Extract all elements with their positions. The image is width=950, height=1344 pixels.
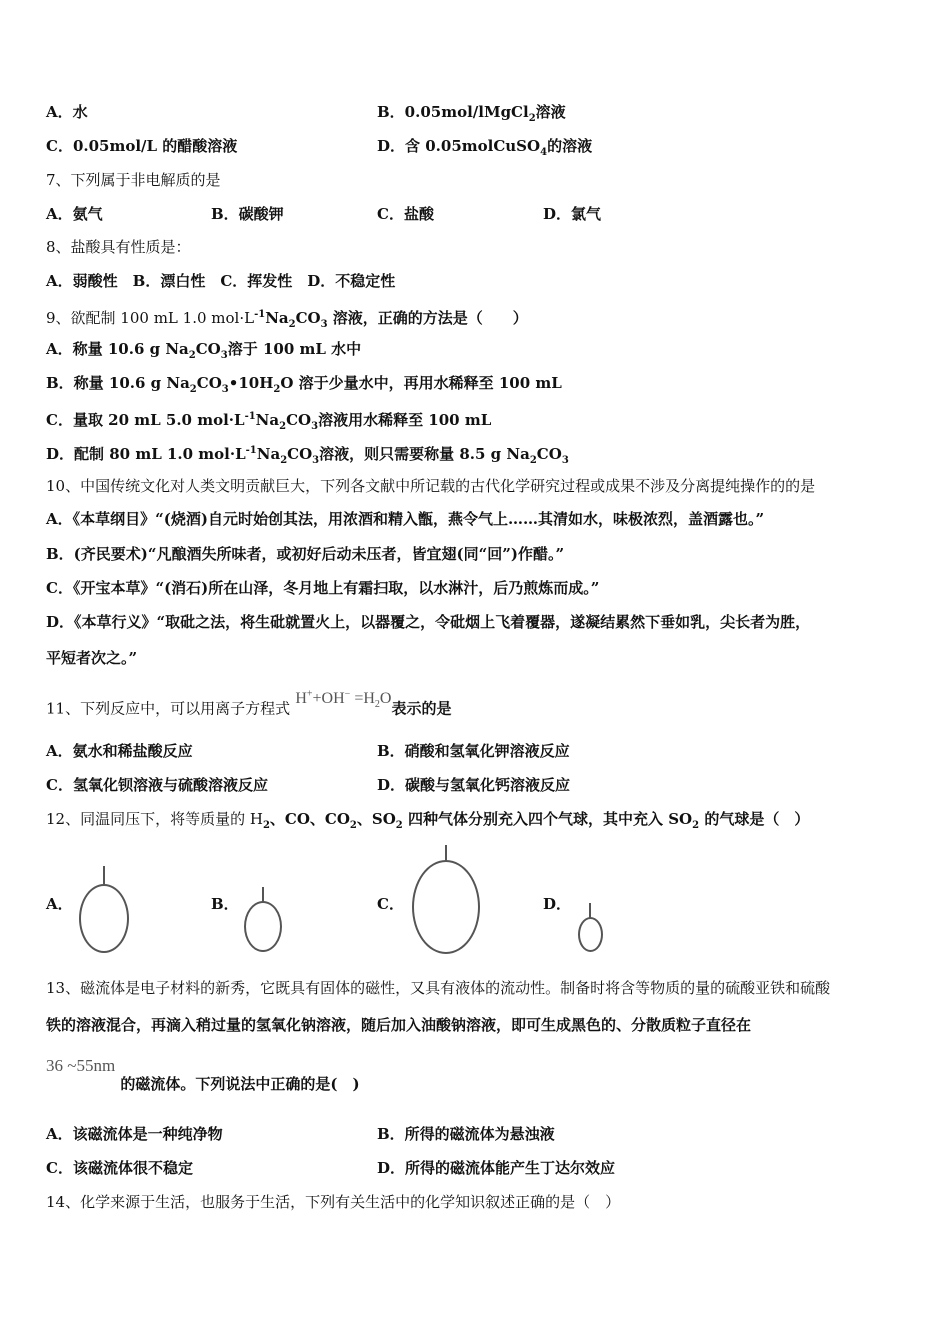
q9-option-a: A．称量 10.6 g $Na_2CO_3$溶于 100 mL 水中 xyxy=(46,340,362,361)
q10-option-c: C．《开宝本草》“(消石)所在山泽，冬月地上有霜扫取，以水淋汁，后乃煎炼而成。” xyxy=(46,579,600,597)
q7-option-a: A．氨气 xyxy=(46,205,103,223)
q7-stem: 7、下列属于非电解质的是 xyxy=(46,171,221,189)
q10-option-b: B．(齐民要术)“凡酿酒失所味者，或初好后动未压者，皆宜翅(同“回”)作醋。” xyxy=(46,545,565,563)
q13-option-a: A．该磁流体是一种纯净物 xyxy=(46,1125,223,1143)
q13-option-b: B．所得的磁流体为悬浊液 xyxy=(377,1125,555,1143)
balloon-a-body xyxy=(79,884,129,953)
q12-label-b: B． xyxy=(211,895,239,913)
q6-option-d: D．含 0.05molCuSO$_4$的溶液 xyxy=(377,137,593,158)
q8-stem: 8、盐酸具有性质是： xyxy=(46,238,191,256)
balloon-d-body xyxy=(578,917,603,952)
particle-size-range: 36 ~55nm xyxy=(46,1056,116,1075)
q9-stem: 9、欲配制 100 mL 1.0 $mol\cdot L^{-1}Na_2CO_3$ 溶液，正确的方法是（ ） xyxy=(46,309,528,330)
q9-option-d: D．配制 80 mL 1.0 $mol\cdot L^{-1}Na_2CO_3$溶液，则只需要称量 8.5 g $Na_2CO_3$ xyxy=(46,445,569,466)
q13-stem-line1: 13、磁流体是电子材料的新秀，它既具有固体的磁性，又具有液体的流动性。制备时将含等物质的量的硫酸亚铁和硫酸 xyxy=(46,979,831,997)
q12-label-c: C． xyxy=(377,895,404,913)
q6-option-c: C．0.05mol/L 的醋酸溶液 xyxy=(46,137,238,155)
q10-option-a: A．《本草纲目》“(烧酒)自元时始创其法，用浓酒和精入甑，燕令气上……其清如水，味极浓烈，盖酒露也。” xyxy=(46,510,765,528)
q12-label-a: A． xyxy=(46,895,73,913)
q11-option-a: A．氨水和稀盐酸反应 xyxy=(46,742,193,760)
q7-option-d: D．氯气 xyxy=(543,205,602,223)
q12-stem: 12、同温同压下，将等质量的 $H_2$、CO、$CO_2$、$SO_2$ 四种气体分别充入四个气球，其中充入 $SO_2$ 的气球是（ ） xyxy=(46,810,810,831)
q13-stem-line2: 铁的溶液混合，再滴入稍过量的氢氧化钠溶液，随后加入油酸钠溶液，即可生成黑色的、分散质粒子直径在 xyxy=(46,1016,752,1034)
q14-stem: 14、化学来源于生活，也服务于生活，下列有关生活中的化学知识叙述正确的是（ ） xyxy=(46,1193,621,1211)
q10-stem: 10、中国传统文化对人类文明贡献巨大，下列各文献中所记载的古代化学研究过程或成果不涉及分离提纯操作的的是 xyxy=(46,477,816,495)
q8-options: A．弱酸性 B．漂白性 C．挥发性 D．不稳定性 xyxy=(46,272,396,290)
q13-stem-line3: 36 ~55nm 的磁流体。下列说法中正确的是( ) xyxy=(46,1056,360,1093)
balloon-b-body xyxy=(244,901,282,952)
q6-option-a: A．水 xyxy=(46,103,88,121)
q9-option-b: B．称量 10.6 g $Na_2CO_3•10H_2O$ 溶于少量水中，再用水稀释至 100 mL xyxy=(46,374,562,395)
balloon-a-string xyxy=(103,866,105,886)
q11-stem: 11、下列反应中，可以用离子方程式 $H^++OH^- =H_2O$表示的是 xyxy=(46,689,452,718)
q11-option-c: C．氢氧化钡溶液与硫酸溶液反应 xyxy=(46,776,268,794)
q11-option-d: D．碳酸与氢氧化钙溶液反应 xyxy=(377,776,571,794)
ionic-equation: $H^++OH^- =H_2O$ xyxy=(295,689,392,711)
q11-option-b: B．硝酸和氢氧化钾溶液反应 xyxy=(377,742,570,760)
q7-option-b: B．碳酸钾 xyxy=(211,205,284,223)
q12-label-d: D． xyxy=(543,895,572,913)
q10-option-d-line2: 平短者次之。” xyxy=(46,649,138,667)
q6-option-b: B．0.05mol/lMgCl$_2$溶液 xyxy=(377,103,566,124)
q10-option-d-line1: D．《本草行义》“取砒之法，将生砒就置火上，以器覆之，令砒烟上飞着覆器，遂凝结累然下垂如乳，尖长者为胜， xyxy=(46,613,811,631)
q13-option-c: C．该磁流体很不稳定 xyxy=(46,1159,193,1177)
q13-option-d: D．所得的磁流体能产生丁达尔效应 xyxy=(377,1159,616,1177)
q9-option-c: C．量取 20 mL 5.0 $mol\cdot L^{-1}Na_2CO_3$溶液用水稀释至 100 mL xyxy=(46,411,492,432)
q7-option-c: C．盐酸 xyxy=(377,205,434,223)
balloon-c-body xyxy=(412,860,480,954)
